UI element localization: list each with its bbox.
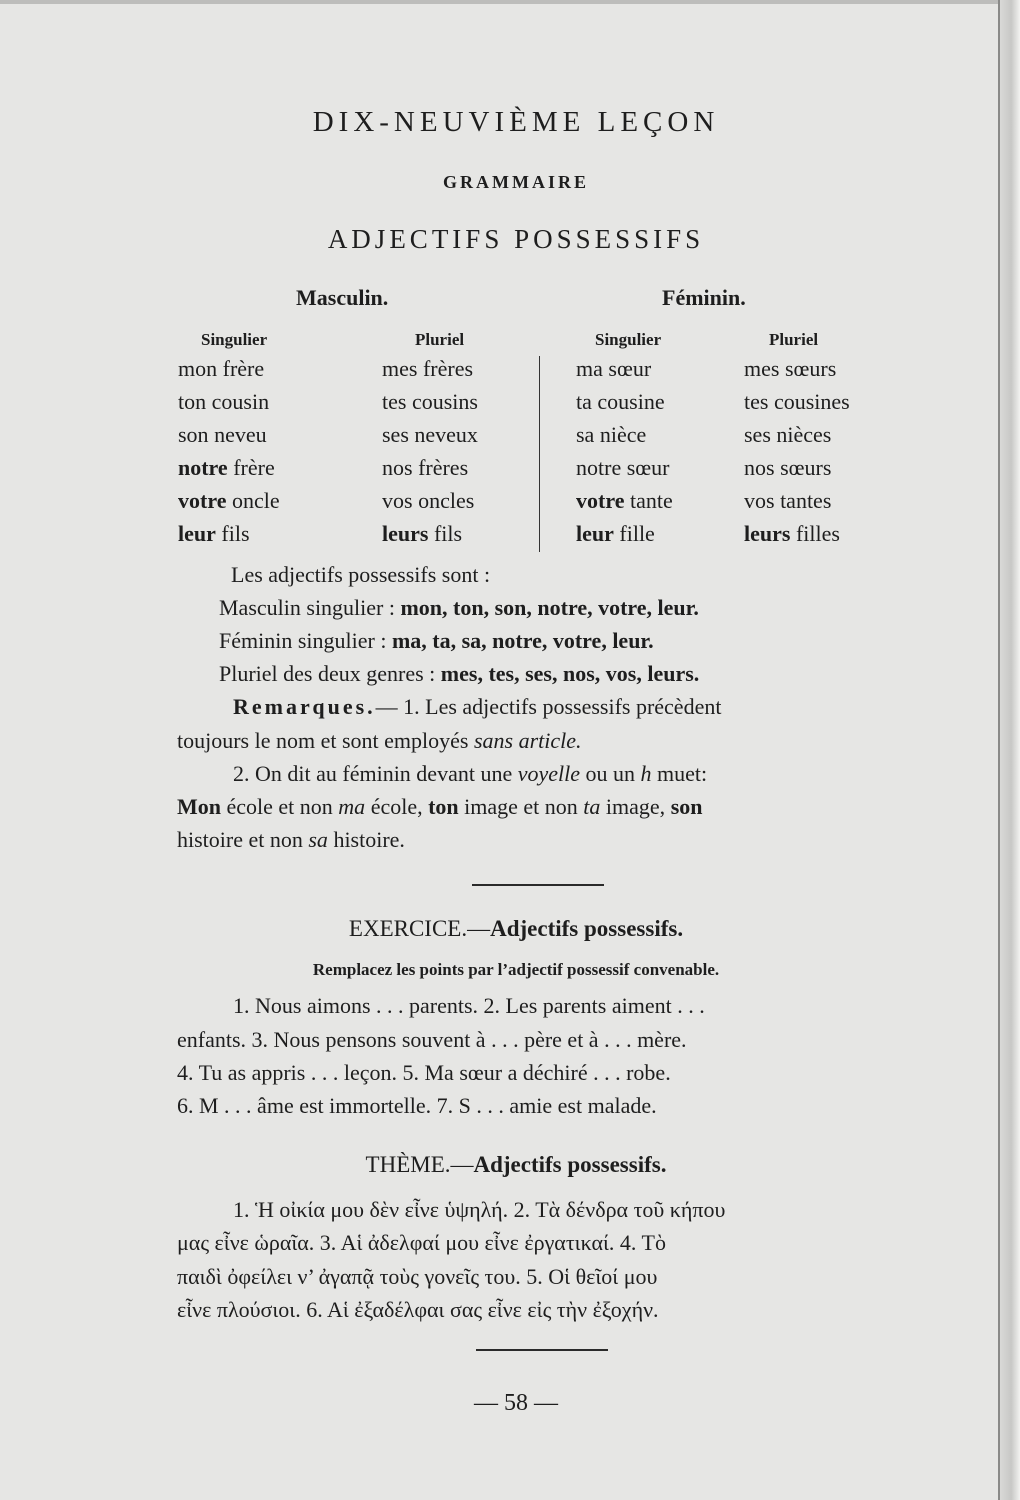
section-divider <box>472 884 604 886</box>
section-title: ADJECTIFS POSSESSIFS <box>327 224 705 254</box>
summary-pluriel: Pluriel des deux genres : mes, tes, ses, nos, vos, leurs. <box>219 661 700 686</box>
table-row: ton cousin <box>178 389 270 414</box>
section-divider <box>476 1349 608 1351</box>
feminin-heading: Féminin. <box>662 285 746 310</box>
table-row: notre sœur <box>576 455 670 480</box>
theme-line: 1. Ἡ οἰκία μου δὲν εἶνε ὑψηλή. 2. Τὰ δένδρα τοῦ κήπου <box>233 1197 726 1222</box>
theme-title: THÈME.—Adjectifs possessifs. <box>365 1152 667 1177</box>
table-row: leur fils <box>178 521 250 546</box>
fem-singulier-header: Singulier <box>595 330 662 349</box>
exercise-line: 1. Nous aimons . . . parents. 2. Les parents aiment . . . <box>233 993 705 1018</box>
table-row: nos frères <box>382 455 469 480</box>
table-row: ses neveux <box>382 422 478 447</box>
table-row: ma sœur <box>576 356 652 381</box>
summary-intro: Les adjectifs possessifs sont : <box>231 562 491 587</box>
exercise-instruction: Remplacez les points par l’adjectif possessif convenable. <box>312 960 720 979</box>
remark-2-line-2: Mon école et non ma école, ton image et non ta image, son <box>177 794 703 819</box>
fem-pluriel-header: Pluriel <box>769 330 819 349</box>
theme-line: παιδὶ ὀφείλει ν’ ἀγαπᾷ τοὺς γονεῖς του. 5. Οἱ θεῖοί μου <box>177 1264 658 1289</box>
theme-line: εἶνε πλούσιοι. 6. Αἱ ἐξαδέλφαι σας εἶνε εἰς τὴν ἐξοχήν. <box>177 1297 659 1322</box>
table-row: mes sœurs <box>744 356 837 381</box>
remark-1-line-2: toujours le nom et sont employés sans article. <box>177 728 582 753</box>
table-row: tes cousins <box>382 389 478 414</box>
table-row: tes cousines <box>744 389 850 414</box>
table-row: mes frères <box>382 356 474 381</box>
summary-feminin: Féminin singulier : ma, ta, sa, notre, votre, leur. <box>219 628 654 653</box>
grammar-heading: GRAMMAIRE <box>443 172 589 192</box>
table-row: notre frère <box>178 455 275 480</box>
remark-1-line-1: Remarques.— 1. Les adjectifs possessifs précèdent <box>233 694 722 719</box>
table-divider <box>539 356 540 552</box>
table-row: mon frère <box>178 356 265 381</box>
table-row: sa nièce <box>576 422 647 447</box>
table-row: vos tantes <box>744 488 832 513</box>
table-row: leurs fils <box>382 521 463 546</box>
table-row: vos oncles <box>382 488 475 513</box>
masc-plural-column <box>382 352 478 550</box>
table-row: nos sœurs <box>744 455 832 480</box>
table-row: ses nièces <box>744 422 832 447</box>
exercise-line: 6. M . . . âme est immortelle. 7. S . . . amie est malade. <box>177 1093 657 1118</box>
exercise-line: 4. Tu as appris . . . leçon. 5. Ma sœur a déchiré . . . robe. <box>177 1060 671 1085</box>
table-row: ta cousine <box>576 389 665 414</box>
remark-2-line-1: 2. On dit au féminin devant une voyelle ou un h muet: <box>233 761 708 786</box>
masculin-heading: Masculin. <box>296 285 389 310</box>
theme-line: μας εἶνε ὡραῖα. 3. Αἱ ἀδελφαί μου εἶνε ἐργατικαί. 4. Τὸ <box>177 1230 666 1255</box>
exercise-title: EXERCICE.—Adjectifs possessifs. <box>348 916 684 941</box>
exercise-line: enfants. 3. Nous pensons souvent à . . . père et à . . . mère. <box>177 1027 687 1052</box>
masc-singular-column <box>178 352 280 550</box>
table-row: son neveu <box>178 422 267 447</box>
table-row: votre oncle <box>178 488 280 513</box>
page-number: — 58 — <box>474 1390 558 1416</box>
masc-pluriel-header: Pluriel <box>415 330 465 349</box>
remark-2-line-3: histoire et non sa histoire. <box>177 827 405 852</box>
masc-singulier-header: Singulier <box>201 330 268 349</box>
lesson-title: DIX-NEUVIÈME LEÇON <box>312 106 720 138</box>
table-row: leur fille <box>576 521 655 546</box>
table-row: leurs filles <box>744 521 840 546</box>
summary-masculin: Masculin singulier : mon, ton, son, notre, votre, leur. <box>219 595 699 620</box>
table-row: votre tante <box>576 488 673 513</box>
fem-singular-column <box>576 352 673 550</box>
fem-plural-column <box>744 352 850 550</box>
